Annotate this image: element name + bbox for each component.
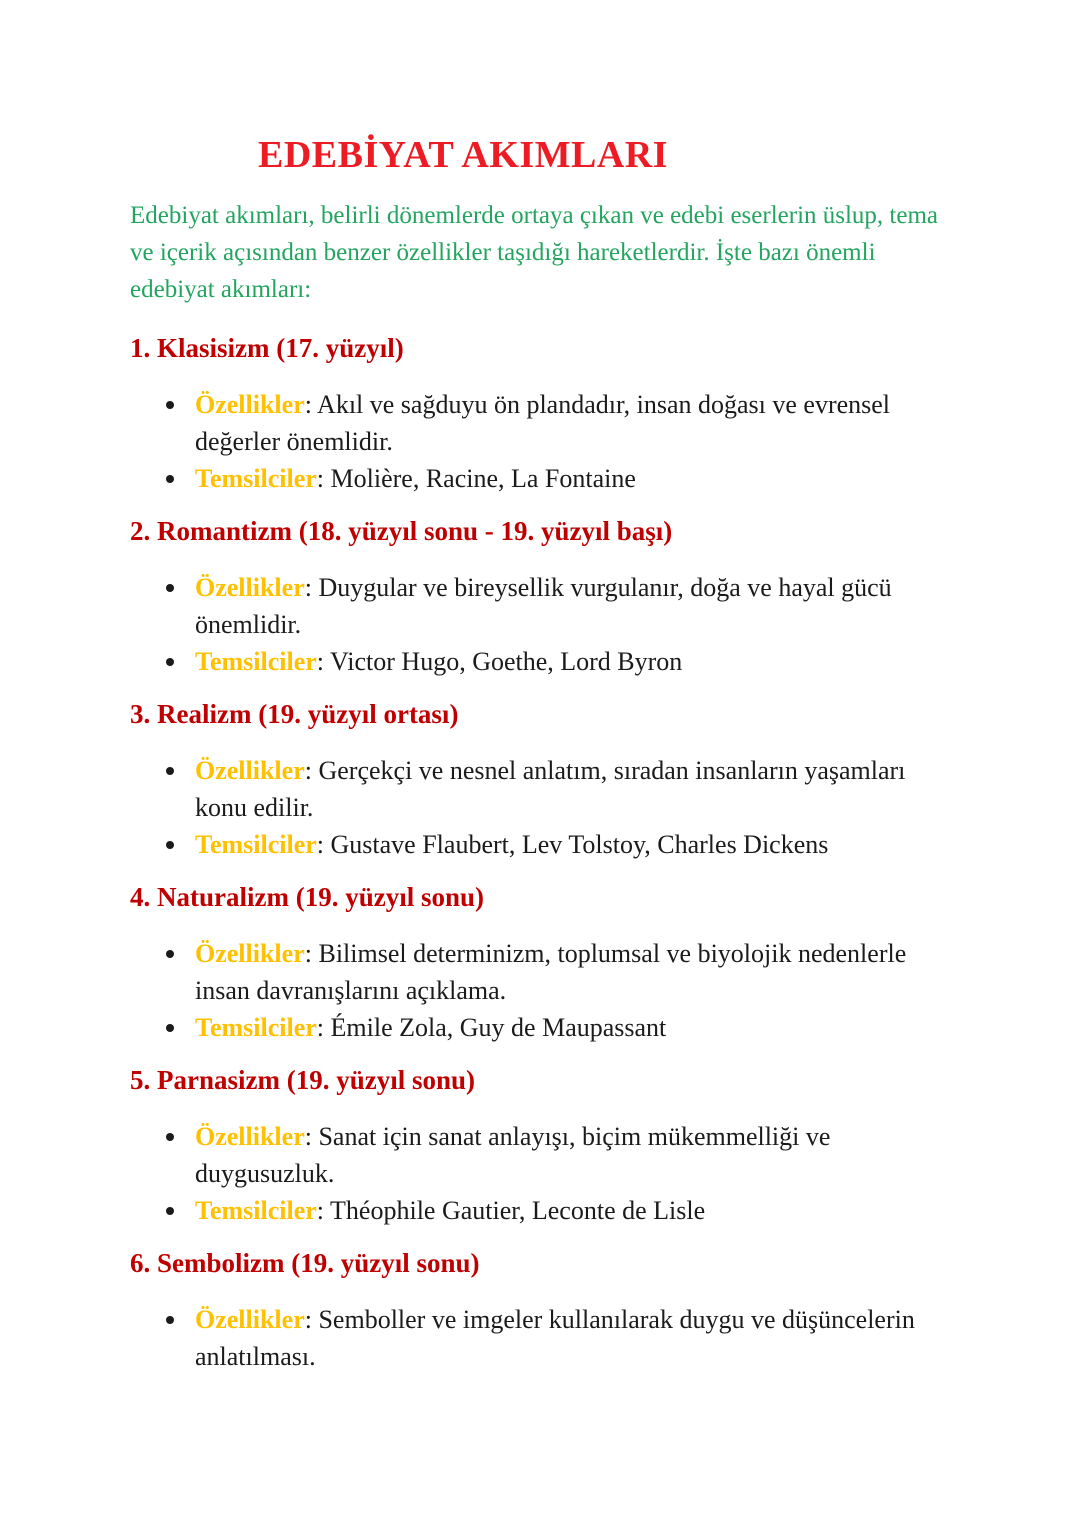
bullet-label: Temsilciler [195, 647, 317, 676]
bullet-list [130, 752, 955, 863]
bullet-text: : Akıl ve sağduyu ön plandadır, insan doğası ve evrensel değerler önemlidir. [195, 390, 891, 456]
bullet-text: : Théophile Gautier, Leconte de Lisle [316, 1196, 706, 1225]
page-title: EDEBİYAT AKIMLARI [258, 134, 669, 176]
bullet-text: : Duygular ve bireysellik vurgulanır, doğa ve hayal gücü önemlidir. [195, 573, 892, 639]
bullet-dot-icon [166, 584, 174, 592]
bullet-list [130, 1301, 955, 1375]
bullet-label: Temsilciler [195, 1196, 317, 1225]
bullet-label: Özellikler [195, 756, 305, 785]
bullet-dot-icon [166, 658, 174, 666]
bullet-dot-icon [166, 1316, 174, 1324]
bullet-label: Temsilciler [195, 464, 317, 493]
bullet-text: : Bilimsel determinizm, toplumsal ve biyolojik nedenlerle insan davranışlarını açıklama. [195, 939, 907, 1005]
bullet-item [195, 1118, 925, 1192]
bullet-item [195, 569, 925, 643]
bullet-text: : Molière, Racine, La Fontaine [316, 464, 636, 493]
bullet-item [195, 1009, 925, 1046]
bullet-dot-icon [166, 950, 174, 958]
bullet-item [195, 460, 925, 497]
section-romantizm [130, 513, 955, 680]
section-realizm [130, 696, 955, 863]
bullet-list [130, 1118, 955, 1229]
bullet-label: Özellikler [195, 1305, 305, 1334]
bullet-text: : Gerçekçi ve nesnel anlatım, sıradan insanların yaşamları konu edilir. [195, 756, 906, 822]
bullet-item [195, 386, 925, 460]
bullet-item [195, 826, 925, 863]
bullet-text: : Victor Hugo, Goethe, Lord Byron [316, 647, 683, 676]
bullet-item [195, 643, 925, 680]
bullet-text: : Gustave Flaubert, Lev Tolstoy, Charles Dickens [316, 830, 829, 859]
section-parnasizm [130, 1062, 955, 1229]
bullet-dot-icon [166, 1024, 174, 1032]
section-sembolizm [130, 1245, 955, 1375]
bullet-text: : Sanat için sanat anlayışı, biçim mükemmelliği ve duygusuzluk. [195, 1122, 831, 1188]
bullet-dot-icon [166, 767, 174, 775]
bullet-label: Temsilciler [195, 830, 317, 859]
bullet-item [195, 1301, 925, 1375]
section-heading: 3. Realizm (19. yüzyıl ortası) [130, 699, 459, 729]
bullet-dot-icon [166, 475, 174, 483]
bullet-text: : Semboller ve imgeler kullanılarak duygu ve düşüncelerin anlatılması. [195, 1305, 915, 1371]
bullet-dot-icon [166, 1207, 174, 1215]
bullet-dot-icon [166, 841, 174, 849]
bullet-text: : Émile Zola, Guy de Maupassant [316, 1013, 667, 1042]
bullet-list [130, 386, 955, 497]
bullet-item [195, 752, 925, 826]
bullet-dot-icon [166, 401, 174, 409]
bullet-list [130, 569, 955, 680]
bullet-label: Özellikler [195, 1122, 305, 1151]
section-heading: 5. Parnasizm (19. yüzyıl sonu) [130, 1065, 476, 1095]
bullet-label: Özellikler [195, 573, 305, 602]
bullet-label: Özellikler [195, 939, 305, 968]
bullet-item [195, 1192, 925, 1229]
section-heading: 1. Klasisizm (17. yüzyıl) [130, 333, 404, 363]
bullet-label: Temsilciler [195, 1013, 317, 1042]
bullet-list [130, 935, 955, 1046]
intro-paragraph: Edebiyat akımları, belirli dönemlerde ortaya çıkan ve edebi eserlerin üslup, tema ve içerik açısından benzer özellikler taşıdığı hareketlerdir. İşte bazı önemli edebiyat akımları: [130, 202, 939, 303]
section-klasisizm [130, 330, 955, 497]
section-heading: 4. Naturalizm (19. yüzyıl sonu) [130, 882, 484, 912]
bullet-item [195, 935, 925, 1009]
bullet-dot-icon [166, 1133, 174, 1141]
section-heading: 2. Romantizm (18. yüzyıl sonu - 19. yüzyıl başı) [130, 516, 673, 546]
section-heading: 6. Sembolizm (19. yüzyıl sonu) [130, 1248, 480, 1278]
bullet-label: Özellikler [195, 390, 305, 419]
section-naturalizm [130, 879, 955, 1046]
